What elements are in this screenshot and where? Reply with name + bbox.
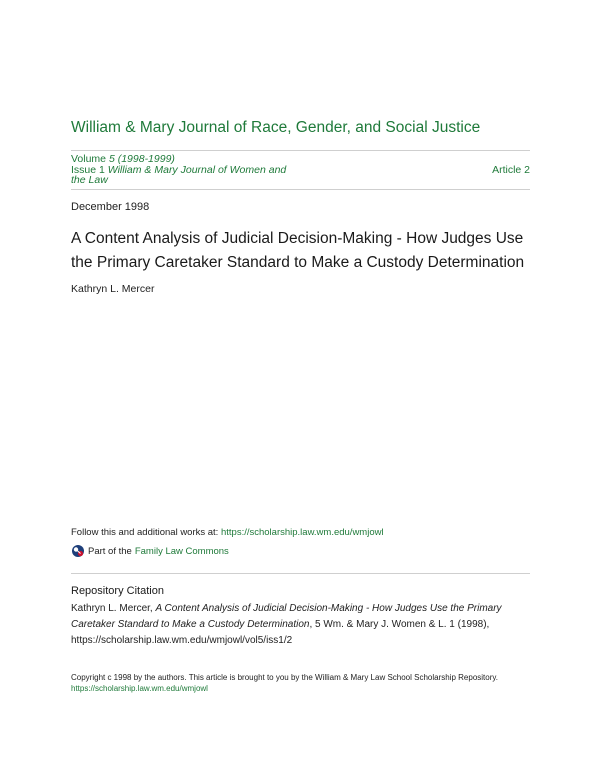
header-divider-top — [71, 150, 530, 151]
issue-title: William & Mary Journal of Women and — [107, 164, 287, 176]
citation-title: A Content Analysis of Judicial Decision-Making - How Judges Use the Primary Caretaker Standard to Make a Custody Determination — [71, 603, 502, 630]
publication-date: December 1998 — [71, 201, 150, 213]
follow-line — [71, 527, 384, 538]
repository-citation — [71, 601, 531, 649]
citation-author: Kathryn L. Mercer, — [71, 603, 156, 614]
citation-heading: Repository Citation — [71, 585, 164, 597]
copyright-notice — [71, 672, 531, 694]
repository-url-link[interactable]: https://scholarship.law.wm.edu/wmjowl — [71, 684, 208, 693]
family-law-commons-link[interactable]: Family Law Commons — [134, 545, 229, 557]
follow-url-link[interactable]: https://scholarship.law.wm.edu/wmjowl — [220, 527, 384, 538]
commons-network-icon — [71, 544, 85, 558]
citation-divider — [71, 573, 530, 574]
volume-value: 5 (1998-1999) — [108, 153, 175, 165]
issue-label: Issue 1 — [71, 164, 108, 176]
follow-text: Follow this and additional works at: — [71, 527, 221, 538]
citation-details: , 5 Wm. & Mary J. Women & L. 1 (1998), https://scholarship.law.wm.edu/wmjowl/vol5/iss1/2 — [71, 619, 490, 646]
issue-title-continuation[interactable]: the Law — [71, 174, 108, 186]
article-title: A Content Analysis of Judicial Decision-Making - How Judges Use the Primary Caretaker Standard to Make a Custody Determination — [71, 230, 525, 271]
header-divider-bottom — [71, 189, 530, 190]
journal-title-link[interactable]: William & Mary Journal of Race, Gender, and Social Justice — [71, 119, 481, 136]
part-of-text: Part of the — [88, 545, 132, 557]
part-of-line — [71, 544, 229, 558]
article-number-link[interactable]: Article 2 — [492, 164, 530, 176]
copyright-text: Copyright c 1998 by the authors. This article is brought to you by the William & Mary Law School Scholarship Repository. — [71, 673, 499, 682]
author-name: Kathryn L. Mercer — [71, 283, 155, 295]
volume-label: Volume — [71, 153, 109, 165]
